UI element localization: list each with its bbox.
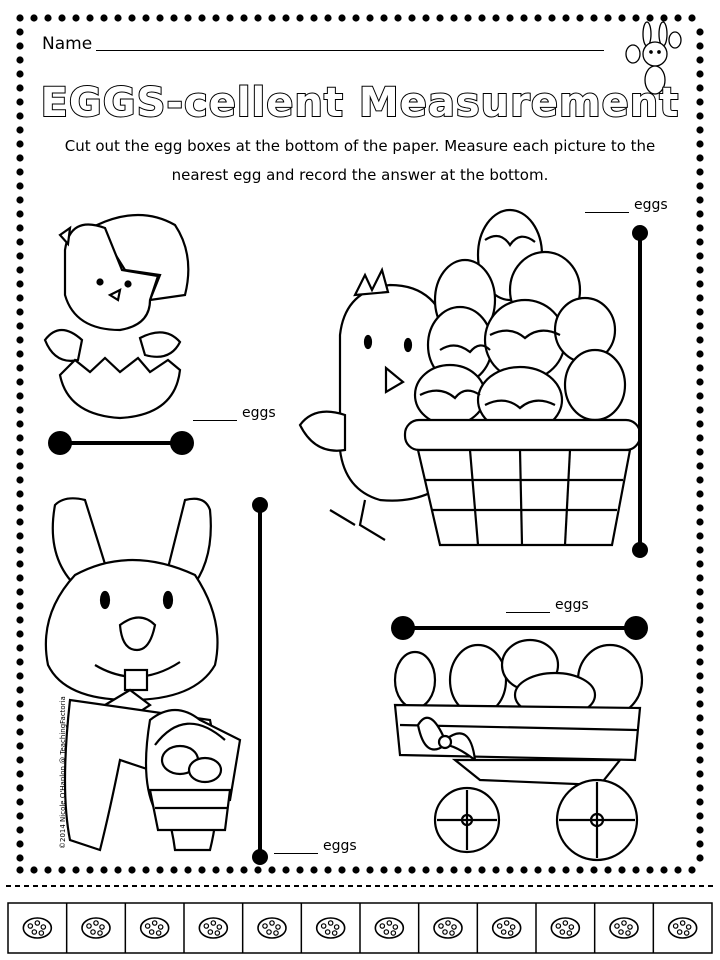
measure-line-chick-basket [632, 225, 648, 558]
border-dot [226, 14, 233, 21]
border-dot [16, 434, 23, 441]
border-dot [16, 56, 23, 63]
border-dot [590, 14, 597, 21]
border-dot [646, 14, 653, 21]
border-dot [660, 866, 667, 873]
egg-strip-egg-icon[interactable] [317, 918, 345, 938]
border-dot [696, 602, 703, 609]
chick-basket-illustration [300, 210, 640, 545]
border-dot [16, 70, 23, 77]
border-dot [688, 14, 695, 21]
border-dot [16, 686, 23, 693]
border-dot [506, 14, 513, 21]
border-dot [696, 182, 703, 189]
border-dot [394, 866, 401, 873]
border-dot [16, 294, 23, 301]
border-dot [58, 866, 65, 873]
border-dot [16, 560, 23, 567]
border-dot [534, 866, 541, 873]
border-dot [366, 866, 373, 873]
measure-line-bunny [252, 497, 268, 865]
border-dot [660, 14, 667, 21]
border-dot [688, 866, 695, 873]
border-dot [156, 14, 163, 21]
border-dot [338, 14, 345, 21]
border-dot [576, 866, 583, 873]
border-dot [100, 866, 107, 873]
border-dot [128, 14, 135, 21]
border-dot [128, 866, 135, 873]
border-dot [696, 504, 703, 511]
border-dot [324, 14, 331, 21]
border-dot [464, 866, 471, 873]
border-dot [156, 866, 163, 873]
border-dot [696, 728, 703, 735]
border-dot [16, 588, 23, 595]
copyright-text: ©2014 Nicole O'Hanlon @ TeachingFactoria [59, 696, 67, 849]
border-dot [696, 784, 703, 791]
border-dot [696, 518, 703, 525]
border-dot [696, 308, 703, 315]
border-dot [16, 866, 23, 873]
border-dot [16, 546, 23, 553]
border-dot [696, 406, 703, 413]
border-dot [16, 490, 23, 497]
border-dot [16, 308, 23, 315]
border-dot [86, 14, 93, 21]
answer-blank[interactable] [193, 406, 237, 421]
border-dot [16, 770, 23, 777]
border-dot [198, 14, 205, 21]
border-dot [696, 252, 703, 259]
border-dot [696, 238, 703, 245]
border-dot [296, 14, 303, 21]
border-dot [604, 866, 611, 873]
border-dot [604, 14, 611, 21]
border-dot [212, 14, 219, 21]
border-dot [16, 28, 23, 35]
border-dot [618, 866, 625, 873]
border-dot [408, 866, 415, 873]
answer-blank[interactable] [274, 839, 318, 854]
border-dot [696, 196, 703, 203]
border-dot [16, 154, 23, 161]
measure-line-chick-in-egg [48, 431, 194, 455]
border-dot [696, 42, 703, 49]
border-dot [282, 14, 289, 21]
border-dot [696, 616, 703, 623]
border-dot [16, 420, 23, 427]
border-dot [16, 616, 23, 623]
border-dot [72, 866, 79, 873]
unit-label: eggs [555, 597, 589, 613]
border-dot [696, 588, 703, 595]
border-dot [562, 866, 569, 873]
border-dot [696, 420, 703, 427]
border-dot [16, 168, 23, 175]
border-dot [696, 70, 703, 77]
border-dot [696, 266, 703, 273]
border-dot [696, 434, 703, 441]
border-dot [492, 14, 499, 21]
border-dot [212, 866, 219, 873]
name-label: Name [42, 34, 93, 54]
border-dot [16, 854, 23, 861]
border-dot [16, 392, 23, 399]
border-dot [696, 854, 703, 861]
border-dot [16, 42, 23, 49]
border-dot [464, 14, 471, 21]
instructions: Cut out the egg boxes at the bottom of the paper. Measure each picture to the nearest egg and record the answer at the bottom. [64, 137, 656, 184]
border-dot [548, 866, 555, 873]
border-dot [674, 14, 681, 21]
border-dot [142, 14, 149, 21]
bunny-illustration [46, 498, 240, 850]
border-dot [696, 574, 703, 581]
border-dot [16, 238, 23, 245]
answer-blank[interactable] [585, 198, 629, 213]
border-dot [696, 364, 703, 371]
border-dot [696, 448, 703, 455]
border-dot [696, 714, 703, 721]
border-dot [436, 866, 443, 873]
border-dot [492, 866, 499, 873]
border-dot [632, 14, 639, 21]
border-dot [696, 490, 703, 497]
border-dot [534, 14, 541, 21]
border-dot [352, 866, 359, 873]
border-dot [16, 476, 23, 483]
border-dot [16, 364, 23, 371]
border-dot [226, 866, 233, 873]
egg-wagon-illustration [395, 640, 642, 860]
border-dot [170, 14, 177, 21]
border-dot [184, 866, 191, 873]
border-dot [86, 866, 93, 873]
border-dot [380, 866, 387, 873]
border-dot [254, 866, 261, 873]
border-dot [268, 866, 275, 873]
border-dot [696, 28, 703, 35]
border-dot [184, 14, 191, 21]
border-dot [16, 672, 23, 679]
answer-blank[interactable] [506, 598, 550, 613]
border-dot [696, 658, 703, 665]
border-dot [16, 532, 23, 539]
border-dot [696, 378, 703, 385]
border-dot [696, 630, 703, 637]
border-dot [696, 322, 703, 329]
border-dot [646, 866, 653, 873]
border-dot [16, 728, 23, 735]
border-dot [16, 406, 23, 413]
border-dot [16, 182, 23, 189]
border-dot [696, 700, 703, 707]
border-dot [520, 14, 527, 21]
egg-strip-egg-icon[interactable] [258, 918, 286, 938]
border-dot [590, 866, 597, 873]
measure-line-wagon [391, 616, 648, 640]
border-dot [696, 756, 703, 763]
border-dot [696, 350, 703, 357]
border-dot [16, 224, 23, 231]
border-dot [170, 866, 177, 873]
border-dot [240, 866, 247, 873]
border-dot [696, 392, 703, 399]
border-dot [16, 140, 23, 147]
border-dot [696, 686, 703, 693]
border-dot [16, 798, 23, 805]
answer-chick-in-egg[interactable] [193, 405, 276, 421]
border-dot [696, 56, 703, 63]
border-dot [696, 532, 703, 539]
answer-egg-wagon[interactable] [506, 597, 589, 613]
border-dot [282, 866, 289, 873]
border-dot [16, 462, 23, 469]
border-dot [696, 560, 703, 567]
border-dot [16, 602, 23, 609]
border-dot [696, 168, 703, 175]
border-dot [16, 658, 23, 665]
name-field[interactable] [96, 50, 604, 51]
border-dot [240, 14, 247, 21]
border-dot [618, 14, 625, 21]
border-dot [114, 866, 121, 873]
border-dot [674, 866, 681, 873]
border-dot [696, 294, 703, 301]
border-dot [16, 280, 23, 287]
border-dot [478, 14, 485, 21]
border-dot [380, 14, 387, 21]
border-dot [352, 14, 359, 21]
border-dot [16, 378, 23, 385]
border-dot [576, 14, 583, 21]
border-dot [16, 196, 23, 203]
border-dot [696, 280, 703, 287]
answer-bunny[interactable] [274, 838, 357, 854]
egg-strip-egg-icon[interactable] [551, 918, 579, 938]
border-dot [44, 866, 51, 873]
border-dot [16, 518, 23, 525]
border-dot [520, 866, 527, 873]
egg-strip-egg-icon[interactable] [375, 918, 403, 938]
border-dot [696, 462, 703, 469]
egg-strip [23, 903, 696, 953]
border-dot [16, 210, 23, 217]
egg-strip-egg-icon[interactable] [82, 918, 110, 938]
border-dot [696, 154, 703, 161]
border-dot [696, 812, 703, 819]
chick-in-egg-illustration [45, 215, 188, 418]
border-dot [562, 14, 569, 21]
border-dot [16, 756, 23, 763]
border-dot [16, 700, 23, 707]
border-dot [696, 770, 703, 777]
border-dot [114, 14, 121, 21]
unit-label: eggs [634, 197, 668, 213]
border-dot [394, 14, 401, 21]
border-dot [58, 14, 65, 21]
border-dot [30, 866, 37, 873]
border-dot [16, 448, 23, 455]
border-dot [696, 546, 703, 553]
unit-label: eggs [242, 405, 276, 421]
egg-strip-egg-icon[interactable] [141, 918, 169, 938]
border-dot [696, 742, 703, 749]
border-dot [16, 336, 23, 343]
border-dot [198, 866, 205, 873]
border-dot [436, 14, 443, 21]
border-dot [408, 14, 415, 21]
border-dot [632, 866, 639, 873]
border-dot [696, 210, 703, 217]
border-dot [16, 840, 23, 847]
border-dot [696, 644, 703, 651]
egg-strip-egg-icon[interactable] [199, 918, 227, 938]
border-dot [72, 14, 79, 21]
egg-strip-egg-icon[interactable] [493, 918, 521, 938]
border-dot [422, 14, 429, 21]
border-dot [696, 336, 703, 343]
border-dot [44, 14, 51, 21]
border-dot [366, 14, 373, 21]
border-dot [450, 866, 457, 873]
border-dot [696, 798, 703, 805]
border-dot [310, 866, 317, 873]
border-dot [696, 840, 703, 847]
border-dot [16, 350, 23, 357]
border-dot [16, 504, 23, 511]
border-dot [142, 866, 149, 873]
border-dot [422, 866, 429, 873]
answer-chick-basket[interactable] [585, 197, 668, 213]
border-dot [548, 14, 555, 21]
border-dot [696, 224, 703, 231]
egg-strip-egg-icon[interactable] [610, 918, 638, 938]
border-dot [16, 784, 23, 791]
border-dot [16, 322, 23, 329]
border-dot [296, 866, 303, 873]
border-dot [16, 742, 23, 749]
border-dot [696, 140, 703, 147]
border-dot [16, 252, 23, 259]
page-title: EGGS-cellent Measurement [40, 80, 680, 126]
egg-strip-egg-icon[interactable] [434, 918, 462, 938]
border-dot [696, 476, 703, 483]
unit-label: eggs [323, 838, 357, 854]
border-dot [16, 644, 23, 651]
egg-strip-egg-icon[interactable] [23, 918, 51, 938]
border-dot [16, 266, 23, 273]
border-dot [16, 630, 23, 637]
border-dot [16, 574, 23, 581]
border-dot [16, 826, 23, 833]
border-dot [100, 14, 107, 21]
border-dot [338, 866, 345, 873]
border-dot [478, 866, 485, 873]
border-dot [310, 14, 317, 21]
border-dot [30, 14, 37, 21]
border-dot [324, 866, 331, 873]
border-dot [16, 812, 23, 819]
border-dot [696, 126, 703, 133]
border-dot [696, 826, 703, 833]
border-dot [268, 14, 275, 21]
border-dot [16, 126, 23, 133]
border-dot [450, 14, 457, 21]
border-dot [16, 714, 23, 721]
egg-strip-egg-icon[interactable] [669, 918, 697, 938]
border-dot [16, 14, 23, 21]
border-dot [696, 672, 703, 679]
border-dot [506, 866, 513, 873]
border-dot [254, 14, 261, 21]
